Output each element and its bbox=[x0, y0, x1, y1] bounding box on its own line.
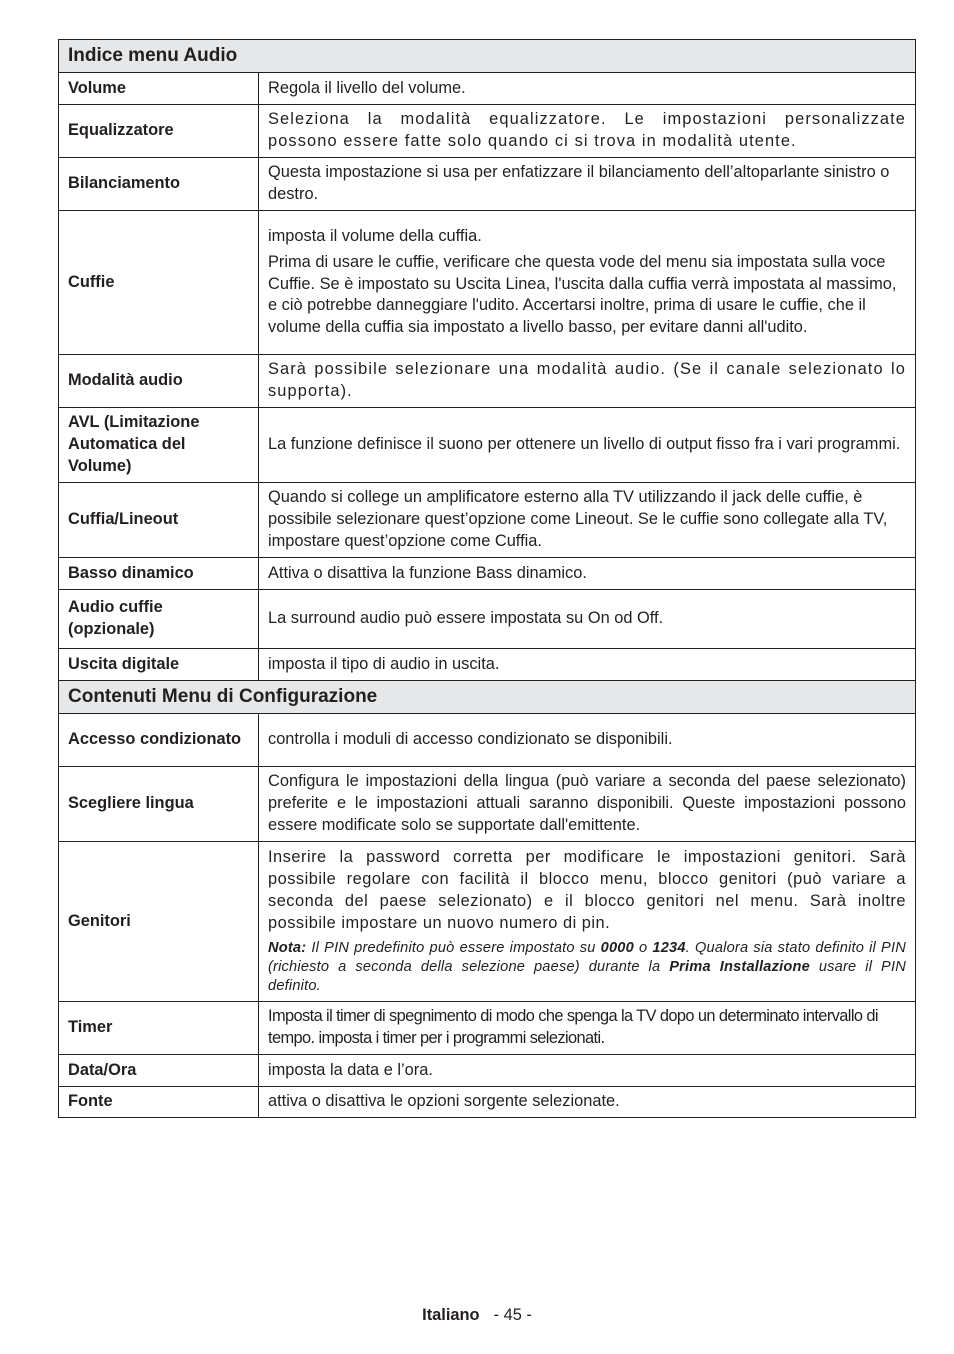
row-label-cuffie: Cuffie bbox=[59, 211, 259, 355]
footer-language: Italiano bbox=[422, 1306, 480, 1324]
row-desc-cuffia-lineout: Quando si college un amplificatore esterno alla TV utilizzando il jack delle cuffie, è possibile selezionare quest’opzione come Lineout. Se le cuffie sono collegate alla TV, impostare quest’opzione come Cuffia. bbox=[259, 483, 916, 558]
row-label-modalita-audio: Modalità audio bbox=[59, 355, 259, 408]
section-header-audio bbox=[59, 40, 916, 73]
table-row bbox=[59, 767, 916, 842]
note-text-1: Il PIN predefinito può essere impostato su bbox=[306, 939, 601, 956]
page-number: - 45 - bbox=[493, 1306, 532, 1324]
row-desc-avl: La funzione definisce il suono per ottenere un livello di output fisso fra i vari programmi. bbox=[259, 408, 916, 483]
row-label-fonte: Fonte bbox=[59, 1087, 259, 1118]
table-row bbox=[59, 158, 916, 211]
row-label-bilanciamento: Bilanciamento bbox=[59, 158, 259, 211]
table-row bbox=[59, 355, 916, 408]
row-desc-bilanciamento: Questa impostazione si usa per enfatizzare il bilanciamento dell’altoparlante sinistro o destro. bbox=[259, 158, 916, 211]
row-desc-modalita-audio: Sarà possibile selezionare una modalità audio. (Se il canale selezionato lo supporta). bbox=[259, 355, 916, 408]
note-pin-2: 1234 bbox=[652, 939, 686, 956]
row-label-avl: AVL (Limitazione Automatica del Volume) bbox=[59, 408, 259, 483]
row-desc-timer: Imposta il timer di spegnimento di modo che spenga la TV dopo un determinato intervallo di tempo. imposta i timer per i programmi selezionati. bbox=[259, 1002, 916, 1055]
note-text-3: . Qualora sia stato definito il PIN (richiesto a seconda della selezione paese) durante la bbox=[268, 939, 906, 975]
table-row bbox=[59, 714, 916, 767]
row-desc-volume: Regola il livello del volume. bbox=[259, 73, 916, 105]
table-row bbox=[59, 1087, 916, 1118]
table-row bbox=[59, 842, 916, 1002]
section-title-audio: Indice menu Audio bbox=[59, 40, 916, 73]
table-row bbox=[59, 1055, 916, 1087]
page-footer bbox=[0, 1306, 954, 1325]
cuffie-desc-line1: imposta il volume della cuffia. bbox=[268, 227, 482, 245]
row-desc-basso-dinamico: Attiva o disattiva la funzione Bass dinamico. bbox=[259, 558, 916, 590]
row-desc-fonte: attiva o disattiva le opzioni sorgente selezionate. bbox=[259, 1087, 916, 1118]
row-desc-scegliere-lingua: Configura le impostazioni della lingua (può variare a seconda del paese selezionato) preferite e le impostazioni attuali saranno disponibili. Queste impostazioni possono essere modificate solo se supportate dall'emittente. bbox=[259, 767, 916, 842]
row-desc-equalizzatore: Seleziona la modalità equalizzatore. Le impostazioni personalizzate possono essere fatte solo quando ci si trova in modalità utente. bbox=[259, 105, 916, 158]
table-row bbox=[59, 483, 916, 558]
table-row bbox=[59, 558, 916, 590]
row-label-accesso-condizionato: Accesso condizionato bbox=[59, 714, 259, 767]
section-header-config bbox=[59, 681, 916, 714]
table-row bbox=[59, 590, 916, 649]
note-text-2: o bbox=[633, 939, 653, 956]
row-label-uscita-digitale: Uscita digitale bbox=[59, 649, 259, 681]
row-desc-accesso-condizionato: controlla i moduli di accesso condizionato se disponibili. bbox=[259, 714, 916, 767]
row-label-scegliere-lingua: Scegliere lingua bbox=[59, 767, 259, 842]
table-row bbox=[59, 105, 916, 158]
cuffie-desc-paragraph: Prima di usare le cuffie, verificare che questa vode del menu sia impostata sulla voce Cuffie. Se è impostato su Uscita Linea, l'uscita dalla cuffia verrà impostata al massimo, e ciò potrebbe danneggiare l'udito. Accertarsi inoltre, prima di usare le cuffie, che il volume della cuffia sia impostato a livello basso, per evitare danni all'udito. bbox=[268, 252, 897, 337]
genitori-desc-paragraph: Inserire la password corretta per modificare le impostazioni genitori. Sarà possibile regolare con facilità il blocco menu, blocco genitori (può variare a seconda del paese selezionato) e il blocco genitori nel menu. Sarà inoltre possibile impostare un nuovo numero di pin. bbox=[268, 848, 906, 932]
genitori-note bbox=[268, 939, 906, 996]
row-label-cuffia-lineout: Cuffia/Lineout bbox=[59, 483, 259, 558]
note-pin-1: 0000 bbox=[600, 939, 634, 956]
row-label-timer: Timer bbox=[59, 1002, 259, 1055]
table-row bbox=[59, 408, 916, 483]
row-desc-uscita-digitale: imposta il tipo di audio in uscita. bbox=[259, 649, 916, 681]
table-row bbox=[59, 1002, 916, 1055]
row-label-equalizzatore: Equalizzatore bbox=[59, 105, 259, 158]
table-row bbox=[59, 211, 916, 355]
row-desc-audio-cuffie: La surround audio può essere impostata su On od Off. bbox=[259, 590, 916, 649]
row-desc-data-ora: imposta la data e l’ora. bbox=[259, 1055, 916, 1087]
note-label: Nota: bbox=[268, 939, 307, 956]
row-label-basso-dinamico: Basso dinamico bbox=[59, 558, 259, 590]
table-row bbox=[59, 73, 916, 105]
section-title-config: Contenuti Menu di Configurazione bbox=[59, 681, 916, 714]
settings-table bbox=[58, 39, 916, 1118]
row-label-volume: Volume bbox=[59, 73, 259, 105]
row-label-audio-cuffie: Audio cuffie (opzionale) bbox=[59, 590, 259, 649]
note-bold-installazione: Prima Installazione bbox=[669, 958, 810, 975]
row-label-genitori: Genitori bbox=[59, 842, 259, 1002]
row-desc-cuffie bbox=[259, 211, 916, 355]
row-desc-genitori bbox=[259, 842, 916, 1002]
row-label-data-ora: Data/Ora bbox=[59, 1055, 259, 1087]
table-row bbox=[59, 649, 916, 681]
note-text-4: usare il PIN definito. bbox=[268, 958, 906, 994]
